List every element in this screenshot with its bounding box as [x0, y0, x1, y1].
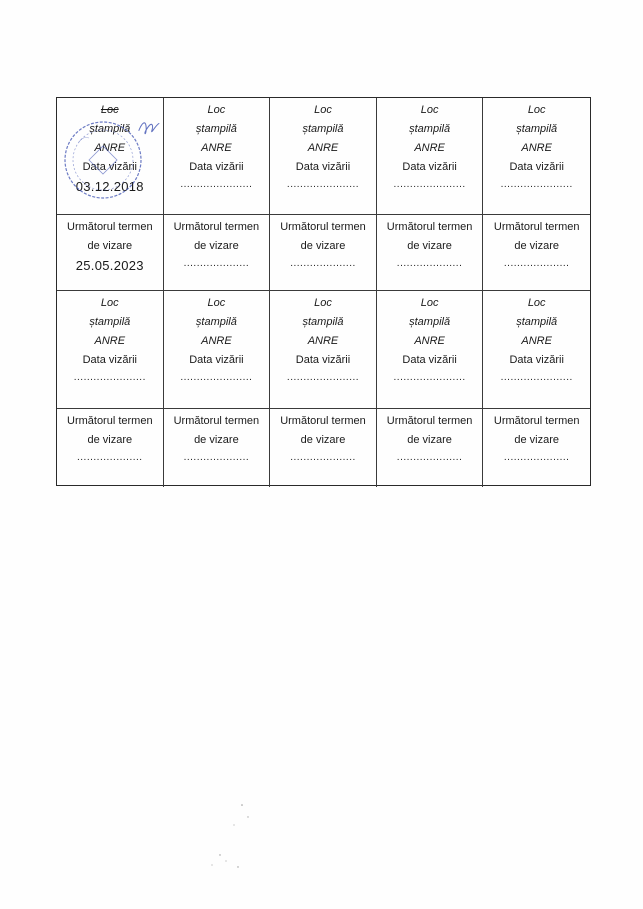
- next-term-label-2: de vizare: [194, 240, 239, 252]
- blank-field: ....................: [396, 452, 463, 463]
- blank-field: ......................: [393, 372, 466, 383]
- stamp-cell: [270, 98, 377, 215]
- next-term-label: Următorul termen: [386, 221, 473, 233]
- next-term-cell: [57, 409, 164, 487]
- blank-field: ....................: [290, 452, 356, 463]
- next-term-label: Următorul termen: [280, 221, 366, 233]
- stamp-cell: [57, 291, 164, 409]
- next-term-label: Următorul termen: [67, 415, 153, 427]
- next-term-cell: [164, 409, 271, 487]
- loc-label: Loc: [100, 104, 119, 116]
- blank-field: ......................: [286, 179, 360, 190]
- data-vizarii-label: Data vizării: [82, 161, 137, 173]
- next-term-cell: [57, 215, 164, 291]
- next-term-label: Următorul termen: [493, 221, 580, 233]
- blank-field: ....................: [396, 258, 463, 269]
- stamp-cell: [483, 291, 590, 409]
- anre-label: ANRE: [414, 142, 445, 154]
- loc-label: Loc: [100, 297, 119, 309]
- blank-field: ......................: [180, 372, 253, 383]
- blank-field: ......................: [286, 372, 360, 383]
- next-term-cell: [270, 409, 377, 487]
- stampila-label: ștampilă: [516, 316, 558, 328]
- next-term-label: Următorul termen: [173, 221, 260, 233]
- stamp-cell: [164, 291, 271, 409]
- next-term-date-value: 25.05.2023: [75, 258, 144, 273]
- data-vizarii-label: Data vizării: [295, 354, 351, 366]
- stamp-cell: [377, 291, 484, 409]
- anre-label: ANRE: [94, 142, 126, 154]
- visa-table: [56, 97, 591, 486]
- loc-label: Loc: [314, 297, 332, 309]
- next-term-cell: [164, 215, 271, 291]
- handwritten-signature-icon: [135, 114, 163, 142]
- stampila-label: ștampilă: [195, 123, 237, 135]
- anre-label: ANRE: [521, 335, 552, 347]
- blank-field: ......................: [500, 179, 573, 190]
- stampila-label: ștampilă: [302, 316, 344, 328]
- anre-label: ANRE: [414, 335, 445, 347]
- stampila-label: ștampilă: [409, 316, 451, 328]
- data-vizarii-label: Data vizării: [295, 161, 351, 173]
- anre-label: ANRE: [307, 142, 339, 154]
- anre-label: ANRE: [94, 335, 126, 347]
- next-term-label-2: de vizare: [514, 434, 559, 446]
- stampila-label: ștampilă: [516, 123, 558, 135]
- next-term-label-2: de vizare: [194, 434, 239, 446]
- next-term-label: Următorul termen: [280, 415, 366, 427]
- next-term-label-2: de vizare: [407, 240, 452, 252]
- next-term-cell: [483, 215, 590, 291]
- data-vizarii-label: Data vizării: [402, 354, 457, 366]
- blank-field: ....................: [77, 452, 143, 463]
- visa-date-value: 03.12.2018: [75, 179, 144, 194]
- blank-field: ....................: [183, 452, 250, 463]
- stampila-label: ștampilă: [409, 123, 451, 135]
- blank-field: ....................: [503, 452, 570, 463]
- next-term-label: Următorul termen: [493, 415, 580, 427]
- stampila-label: ștampilă: [89, 316, 131, 328]
- next-term-label-2: de vizare: [87, 240, 133, 252]
- stamp-cell: [164, 98, 271, 215]
- loc-label: Loc: [207, 104, 226, 116]
- next-term-label: Următorul termen: [67, 221, 153, 233]
- stampila-label: ștampilă: [195, 316, 237, 328]
- anre-label: ANRE: [521, 142, 552, 154]
- next-term-cell: [270, 215, 377, 291]
- next-term-label-2: de vizare: [407, 434, 452, 446]
- loc-label: Loc: [420, 104, 439, 116]
- blank-field: ......................: [393, 179, 466, 190]
- stampila-label: ștampilă: [89, 123, 131, 135]
- blank-field: ......................: [73, 372, 146, 383]
- anre-label: ANRE: [307, 335, 339, 347]
- stamp-cell: [57, 98, 164, 215]
- stamp-cell: [270, 291, 377, 409]
- data-vizarii-label: Data vizării: [402, 161, 457, 173]
- next-term-cell: [483, 409, 590, 487]
- stamp-cell: [483, 98, 590, 215]
- data-vizarii-label: Data vizării: [189, 354, 244, 366]
- stamp-cell: [377, 98, 484, 215]
- blank-field: ....................: [183, 258, 250, 269]
- blank-field: ......................: [500, 372, 573, 383]
- next-term-cell: [377, 215, 484, 291]
- next-term-label: Următorul termen: [386, 415, 473, 427]
- data-vizarii-label: Data vizării: [189, 161, 244, 173]
- blank-field: ....................: [290, 258, 356, 269]
- loc-label: Loc: [314, 104, 332, 116]
- loc-label: Loc: [527, 297, 546, 309]
- scan-noise-decoration: [190, 795, 270, 875]
- anre-label: ANRE: [201, 142, 232, 154]
- loc-label: Loc: [207, 297, 226, 309]
- anre-label: ANRE: [201, 335, 232, 347]
- next-term-label-2: de vizare: [300, 240, 346, 252]
- blank-field: ....................: [503, 258, 570, 269]
- data-vizarii-label: Data vizării: [509, 161, 564, 173]
- loc-label: Loc: [527, 104, 546, 116]
- next-term-label-2: de vizare: [87, 434, 133, 446]
- blank-field: ......................: [180, 179, 253, 190]
- data-vizarii-label: Data vizării: [82, 354, 137, 366]
- next-term-label-2: de vizare: [514, 240, 559, 252]
- stampila-label: ștampilă: [302, 123, 344, 135]
- next-term-label: Următorul termen: [173, 415, 260, 427]
- loc-label: Loc: [420, 297, 439, 309]
- next-term-cell: [377, 409, 484, 487]
- next-term-label-2: de vizare: [300, 434, 346, 446]
- data-vizarii-label: Data vizării: [509, 354, 564, 366]
